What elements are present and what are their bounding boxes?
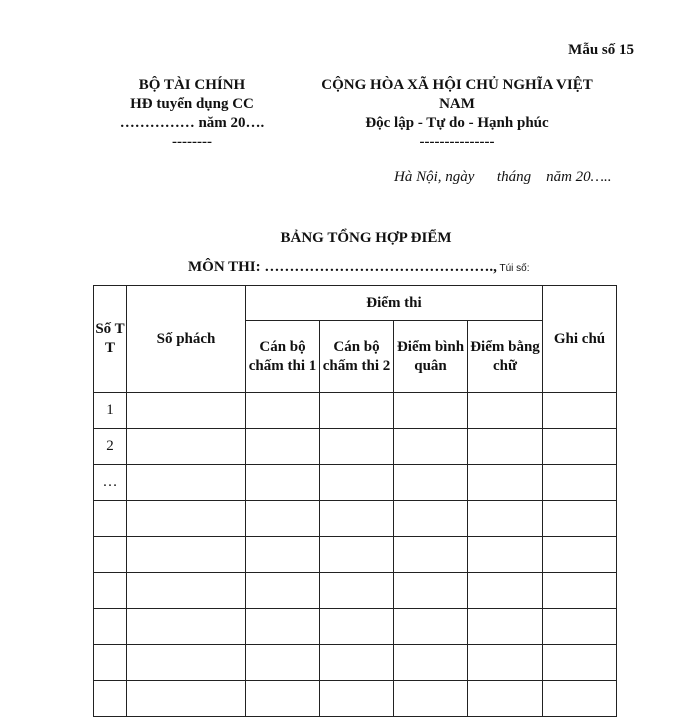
- cell-average: [394, 609, 468, 645]
- table-row: [94, 573, 617, 609]
- cell-note: [543, 393, 617, 429]
- cell-grader-1: [246, 573, 320, 609]
- cell-grader-1: [246, 645, 320, 681]
- cell-in-words: [468, 393, 543, 429]
- cell-in-words: [468, 645, 543, 681]
- cell-so-phach: [127, 501, 246, 537]
- cell-in-words: [468, 609, 543, 645]
- cell-in-words: [468, 681, 543, 717]
- table-row: [94, 429, 617, 465]
- cell-stt: [94, 645, 127, 681]
- table-row: [94, 393, 617, 429]
- subject-line: [188, 259, 530, 276]
- table-row: [94, 465, 617, 501]
- nation-title-line2: NAM: [439, 96, 475, 112]
- organization-separator: --------: [172, 134, 212, 150]
- cell-in-words: [468, 465, 543, 501]
- table-row: [94, 681, 617, 717]
- cell-grader-1: [246, 429, 320, 465]
- header-grader-1: Cán bộ chấm thi 1: [246, 321, 320, 393]
- cell-grader-2: [320, 681, 394, 717]
- cell-stt: 1: [94, 393, 127, 429]
- nation-header: [310, 76, 604, 152]
- table-row: [94, 537, 617, 573]
- cell-grader-1: [246, 393, 320, 429]
- cell-average: [394, 465, 468, 501]
- cell-so-phach: [127, 393, 246, 429]
- cell-average: [394, 501, 468, 537]
- cell-grader-1: [246, 609, 320, 645]
- header-ghi-chu: Ghi chú: [543, 286, 617, 393]
- cell-so-phach: [127, 645, 246, 681]
- table-row: [94, 609, 617, 645]
- table-row: [94, 645, 617, 681]
- header-in-words: Điểm bằng chữ: [468, 321, 543, 393]
- cell-note: [543, 681, 617, 717]
- header-so-phach: Số phách: [127, 286, 246, 393]
- header-diem-thi: Điểm thi: [246, 286, 543, 321]
- cell-note: [543, 573, 617, 609]
- cell-note: [543, 609, 617, 645]
- cell-stt: [94, 609, 127, 645]
- cell-stt: [94, 501, 127, 537]
- header-stt: Số T T: [94, 286, 127, 393]
- cell-note: [543, 501, 617, 537]
- cell-note: [543, 429, 617, 465]
- header-grader-2: Cán bộ chấm thi 2: [320, 321, 394, 393]
- cell-so-phach: [127, 537, 246, 573]
- bag-number-label: Túi số:: [496, 263, 530, 274]
- cell-grader-2: [320, 501, 394, 537]
- cell-average: [394, 537, 468, 573]
- cell-grader-2: [320, 609, 394, 645]
- cell-note: [543, 537, 617, 573]
- score-summary-table: [93, 285, 617, 717]
- cell-stt: 2: [94, 429, 127, 465]
- cell-stt: [94, 573, 127, 609]
- nation-title-line1: CỘNG HÒA XÃ HỘI CHỦ NGHĨA VIỆT: [321, 77, 593, 93]
- cell-in-words: [468, 429, 543, 465]
- cell-grader-2: [320, 429, 394, 465]
- council-name: HĐ tuyển dụng CC: [130, 96, 254, 112]
- cell-grader-2: [320, 573, 394, 609]
- header-average: Điểm bình quân: [394, 321, 468, 393]
- organization-block: [107, 76, 277, 152]
- cell-grader-1: [246, 501, 320, 537]
- table-row: [94, 501, 617, 537]
- cell-grader-2: [320, 465, 394, 501]
- nation-separator: ---------------: [419, 134, 495, 150]
- cell-in-words: [468, 537, 543, 573]
- cell-grader-1: [246, 465, 320, 501]
- cell-grader-2: [320, 537, 394, 573]
- score-table-body: [94, 393, 617, 717]
- cell-average: [394, 393, 468, 429]
- cell-in-words: [468, 501, 543, 537]
- cell-average: [394, 429, 468, 465]
- cell-stt: …: [94, 465, 127, 501]
- cell-grader-1: [246, 681, 320, 717]
- cell-so-phach: [127, 429, 246, 465]
- cell-stt: [94, 681, 127, 717]
- cell-so-phach: [127, 609, 246, 645]
- cell-stt: [94, 537, 127, 573]
- document-year-line: …………… năm 20….: [119, 115, 265, 131]
- cell-grader-2: [320, 645, 394, 681]
- cell-average: [394, 681, 468, 717]
- cell-average: [394, 573, 468, 609]
- document-title: BẢNG TỔNG HỢP ĐIỂM: [280, 230, 452, 246]
- cell-grader-1: [246, 537, 320, 573]
- cell-note: [543, 645, 617, 681]
- cell-note: [543, 465, 617, 501]
- cell-so-phach: [127, 681, 246, 717]
- cell-so-phach: [127, 573, 246, 609]
- place-date-line: Hà Nội, ngày tháng năm 20…..: [394, 169, 612, 185]
- subject-label: MÔN THI: ……………………………………….,: [188, 259, 497, 275]
- cell-average: [394, 645, 468, 681]
- cell-so-phach: [127, 465, 246, 501]
- organization-name: BỘ TÀI CHÍNH: [138, 77, 246, 93]
- nation-motto: Độc lập - Tự do - Hạnh phúc: [365, 115, 549, 131]
- cell-in-words: [468, 573, 543, 609]
- cell-grader-2: [320, 393, 394, 429]
- form-number: Mẫu số 15: [568, 42, 634, 58]
